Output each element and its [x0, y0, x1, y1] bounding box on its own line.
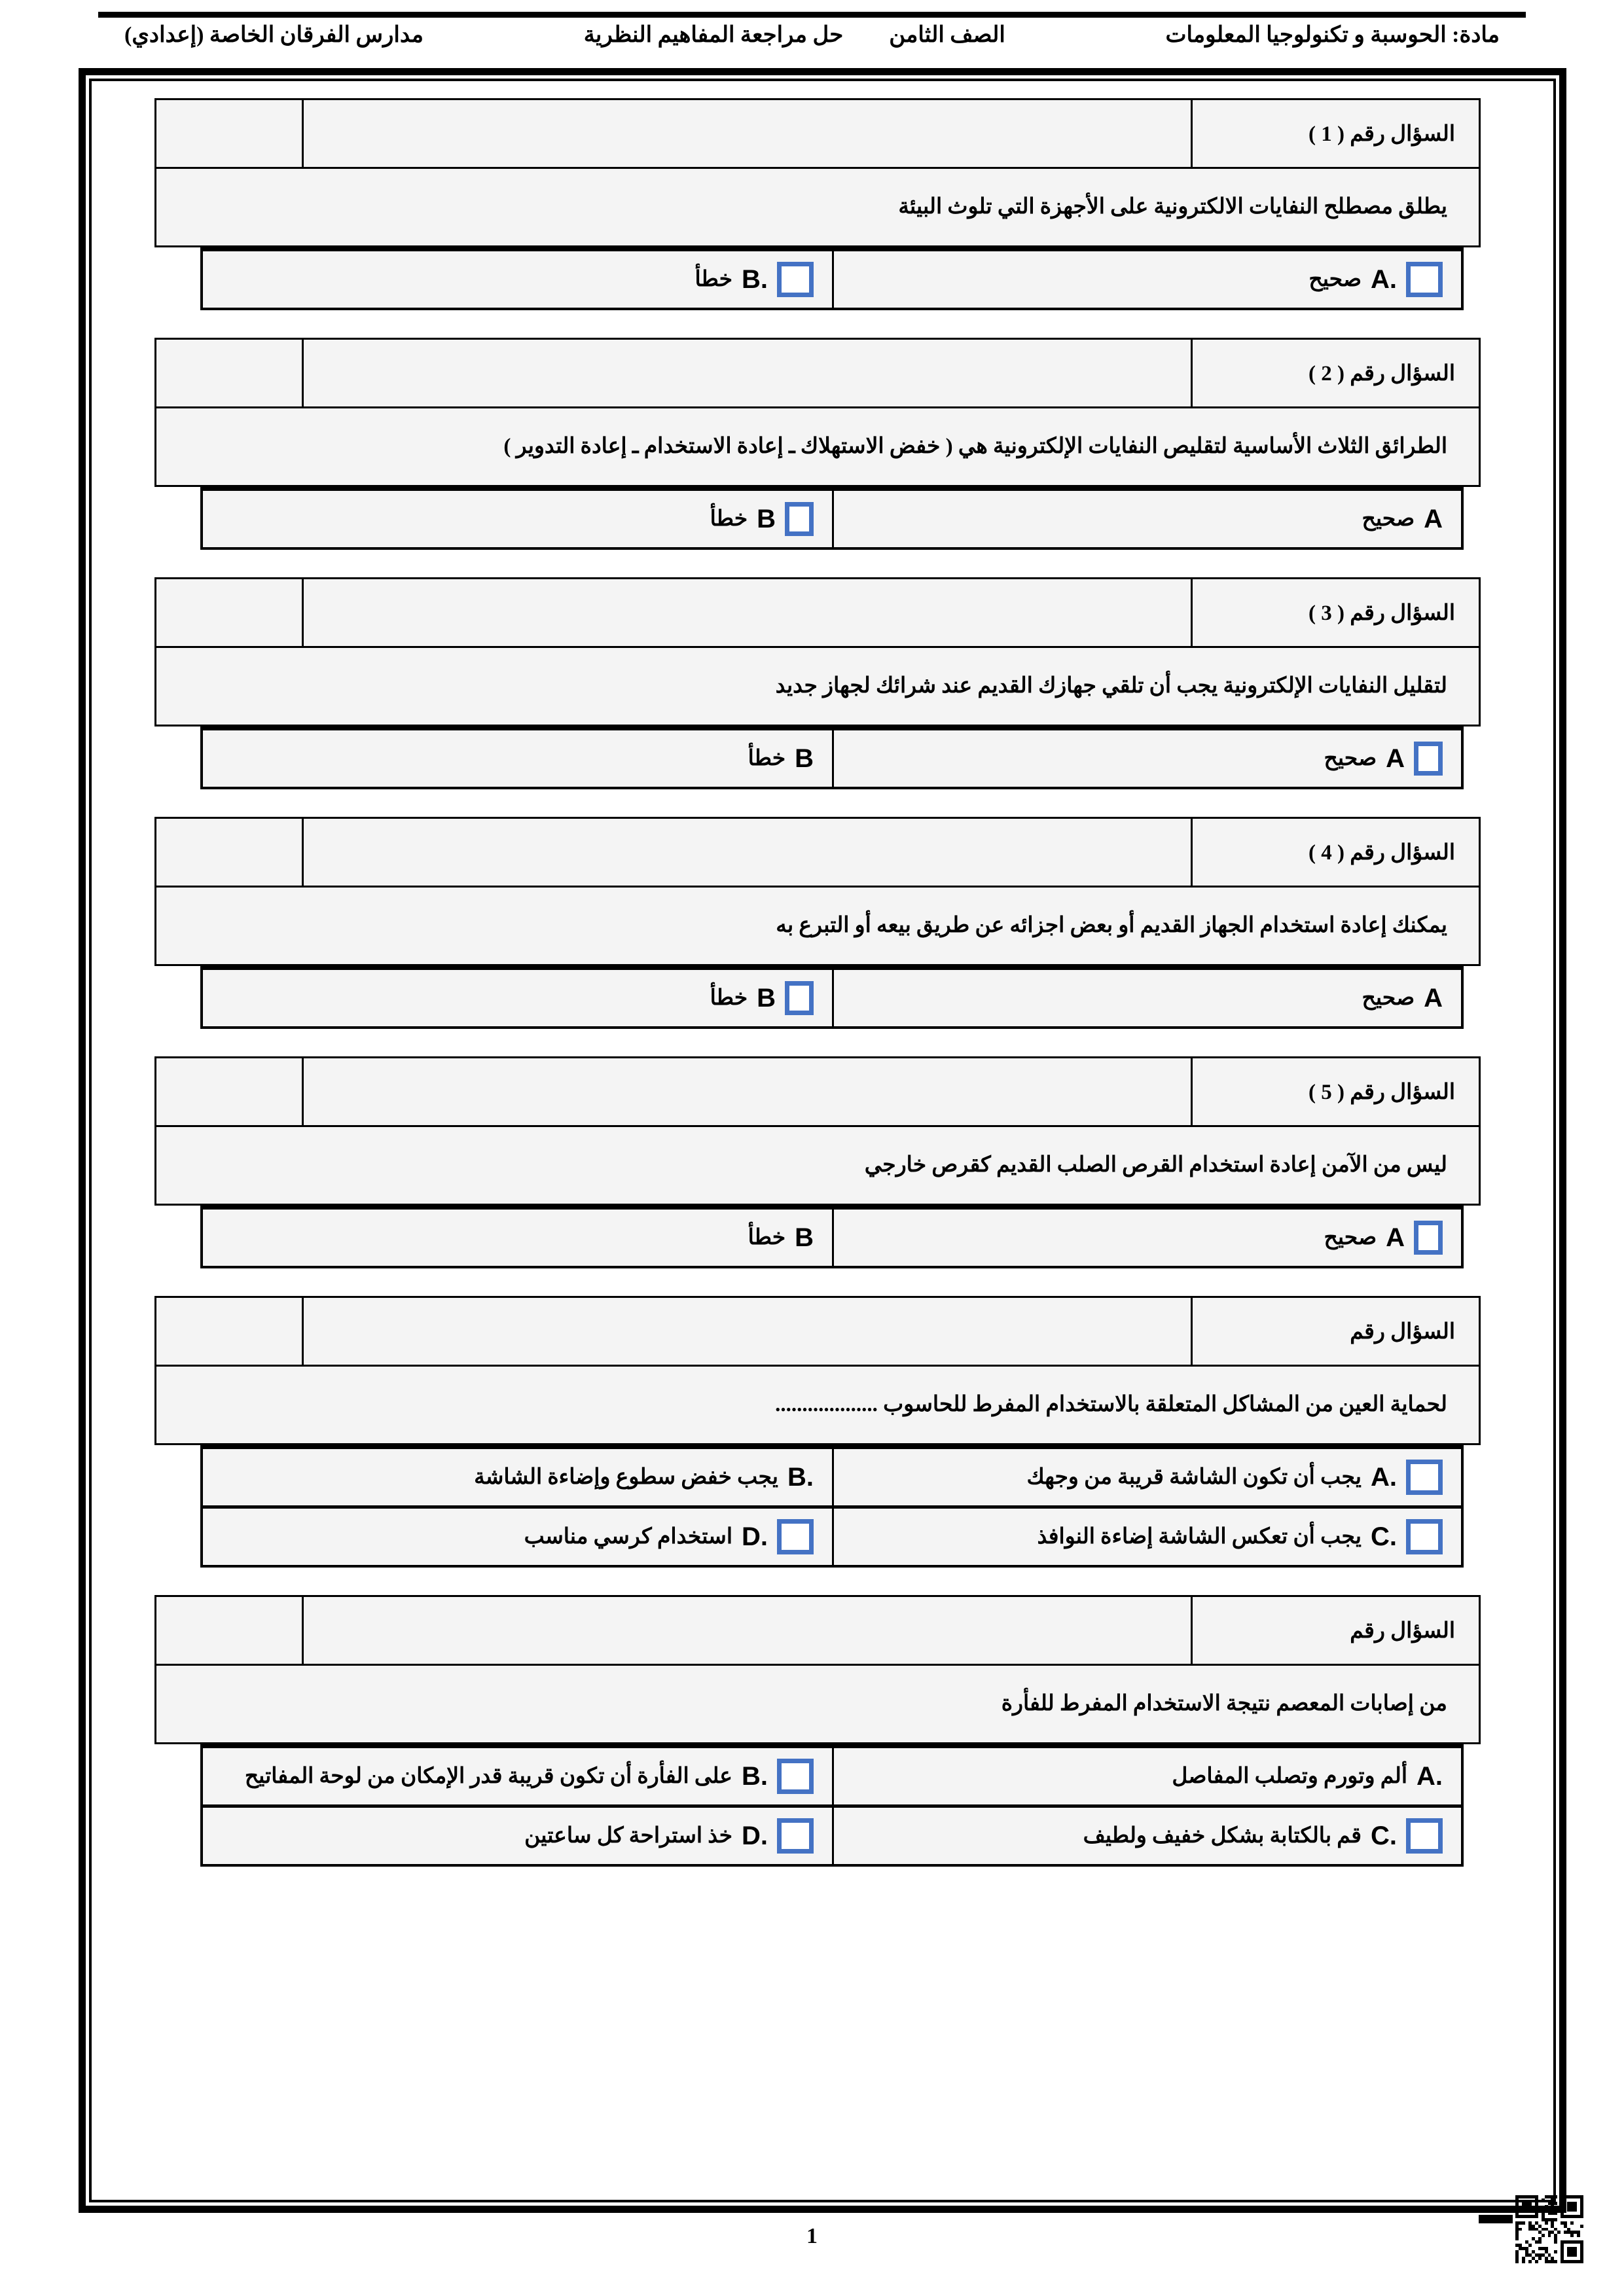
question-title-spacer-left	[156, 340, 302, 406]
question-title-row	[154, 98, 1481, 169]
option-a[interactable]	[832, 491, 1461, 547]
question-statement-row	[154, 888, 1481, 966]
question-label: السؤال رقم ( 4 )	[1191, 819, 1479, 886]
option-a[interactable]	[832, 1748, 1461, 1804]
question-title-blank-cell	[302, 1058, 1191, 1125]
question-statement-row	[154, 1127, 1481, 1206]
option-c[interactable]	[832, 1808, 1461, 1864]
option-label: قم بالكتابة بشكل خفيف ولطيف	[1083, 1823, 1362, 1848]
questions-container	[154, 98, 1481, 1894]
option-label: صحيح	[1308, 267, 1362, 291]
answer-checkbox[interactable]	[1406, 1519, 1443, 1554]
header-grade: الصف الثامن	[889, 22, 1005, 47]
question-title-row	[154, 577, 1481, 648]
question-title-row	[154, 1296, 1481, 1367]
header-title: حل مراجعة المفاهيم النظرية	[583, 22, 844, 47]
option-row	[203, 491, 1461, 547]
answer-checkbox[interactable]	[785, 981, 814, 1015]
option-letter: B	[795, 744, 814, 773]
question-options	[200, 1206, 1464, 1268]
option-a[interactable]	[832, 730, 1461, 787]
option-label: خطأ	[748, 1225, 786, 1249]
option-label: خذ استراحة كل ساعتين	[524, 1823, 732, 1848]
option-letter: B	[795, 1223, 814, 1252]
question-statement-text: الطرائق الثلاث الأساسية لتقليص النفايات الإلكترونية هي ( خفض الاستهلاك ـ إعادة الاستخدام ـ إعادة التدوير )	[503, 434, 1447, 458]
header-school: مدارس الفرقان الخاصة (إعدادي)	[124, 22, 424, 47]
question-title-spacer-left	[156, 1597, 302, 1664]
option-letter: A	[1386, 744, 1405, 773]
option-b[interactable]	[203, 1748, 832, 1804]
option-label: صحيح	[1324, 746, 1377, 770]
option-letter: B.	[742, 265, 768, 294]
option-b[interactable]	[203, 1210, 832, 1266]
question-title-spacer-left	[156, 1298, 302, 1365]
question-statement-text: يمكنك إعادة استخدام الجهاز القديم أو بعض اجزائه عن طريق بيعه أو التبرع به	[776, 913, 1447, 937]
answer-checkbox[interactable]	[777, 262, 814, 297]
option-label: خطأ	[710, 507, 748, 531]
question-statement-text: يطلق مصطلح النفايات الالكترونية على الأجهزة التي تلوث البيئة	[898, 194, 1447, 219]
question-statement-row	[154, 408, 1481, 487]
option-row	[203, 1210, 1461, 1266]
option-d[interactable]	[203, 1808, 832, 1864]
option-letter: D.	[742, 1821, 768, 1850]
option-label: يجب خفض سطوع وإضاءة الشاشة	[474, 1465, 778, 1489]
option-row	[203, 970, 1461, 1026]
option-b[interactable]	[203, 970, 832, 1026]
option-label: استخدام كرسي مناسب	[524, 1524, 732, 1549]
option-label: صحيح	[1362, 507, 1415, 531]
answer-checkbox[interactable]	[777, 1818, 814, 1854]
question-title-row	[154, 338, 1481, 408]
question-statement-row	[154, 1666, 1481, 1744]
answer-checkbox[interactable]	[777, 1519, 814, 1554]
answer-checkbox[interactable]	[1406, 262, 1443, 297]
question-statement-row	[154, 648, 1481, 726]
option-letter: A.	[1416, 1762, 1443, 1791]
question-title-spacer-left	[156, 579, 302, 646]
option-row	[203, 1449, 1461, 1505]
question-block	[154, 1296, 1481, 1568]
option-b[interactable]	[203, 251, 832, 308]
option-a[interactable]	[832, 970, 1461, 1026]
question-label: السؤال رقم ( 3 )	[1191, 579, 1479, 646]
qr-code-icon	[1515, 2195, 1583, 2263]
question-title-blank-cell	[302, 1597, 1191, 1664]
option-a[interactable]	[832, 1210, 1461, 1266]
question-title-blank-cell	[302, 1298, 1191, 1365]
option-label: خطأ	[748, 746, 786, 770]
question-label: السؤال رقم ( 5 )	[1191, 1058, 1479, 1125]
option-d[interactable]	[203, 1509, 832, 1565]
option-label: يجب أن تكون الشاشة قريبة من وجهك	[1026, 1465, 1362, 1489]
option-letter: B	[757, 505, 776, 533]
question-block	[154, 338, 1481, 550]
option-label: خطأ	[695, 267, 732, 291]
option-label: خطأ	[710, 986, 748, 1010]
question-title-row	[154, 1595, 1481, 1666]
question-options	[200, 1744, 1464, 1867]
question-title-blank-cell	[302, 819, 1191, 886]
question-block	[154, 577, 1481, 789]
footer-dash-mark	[1479, 2207, 1513, 2223]
option-letter: A	[1424, 505, 1443, 533]
answer-checkbox[interactable]	[1414, 742, 1443, 776]
question-label: السؤال رقم	[1191, 1597, 1479, 1664]
header-center-group	[584, 23, 1005, 47]
qr-footer-area	[1475, 2189, 1606, 2287]
question-options	[200, 487, 1464, 550]
option-row	[203, 251, 1461, 308]
option-letter: A	[1386, 1223, 1405, 1252]
question-statement-text: من إصابات المعصم نتيجة الاستخدام المفرط للفأرة	[1001, 1691, 1447, 1715]
option-label: على الفأرة أن تكون قريبة قدر الإمكان من لوحة المفاتيح	[244, 1764, 732, 1788]
question-block	[154, 1595, 1481, 1867]
option-a[interactable]	[832, 1449, 1461, 1505]
option-letter: C.	[1371, 1522, 1397, 1551]
question-options	[200, 1445, 1464, 1568]
answer-checkbox[interactable]	[777, 1759, 814, 1794]
question-statement-text: لحماية العين من المشاكل المتعلقة بالاستخدام المفرط للحاسوب ...................	[775, 1392, 1447, 1416]
option-letter: A	[1424, 984, 1443, 1013]
question-statement-row	[154, 1367, 1481, 1445]
question-block	[154, 98, 1481, 310]
answer-checkbox[interactable]	[1414, 1221, 1443, 1255]
answer-checkbox[interactable]	[785, 502, 814, 536]
header-subject: مادة: الحوسبة و تكنولوجيا المعلومات	[1165, 22, 1500, 47]
answer-checkbox[interactable]	[1406, 1818, 1443, 1854]
question-title-blank-cell	[302, 340, 1191, 406]
question-options	[200, 726, 1464, 789]
question-label: السؤال رقم ( 2 )	[1191, 340, 1479, 406]
option-label: ألم وتورم وتصلب المفاصل	[1172, 1764, 1407, 1788]
question-label: السؤال رقم	[1191, 1298, 1479, 1365]
question-title-row	[154, 1056, 1481, 1127]
option-letter: B.	[742, 1762, 768, 1791]
option-letter: D.	[742, 1522, 768, 1551]
option-row	[203, 1804, 1461, 1864]
question-title-blank-cell	[302, 100, 1191, 167]
question-block	[154, 1056, 1481, 1268]
option-c[interactable]	[832, 1509, 1461, 1565]
option-row	[203, 1748, 1461, 1804]
question-block	[154, 817, 1481, 1029]
option-letter: B	[757, 984, 776, 1013]
option-letter: A.	[1371, 1463, 1397, 1492]
question-options	[200, 247, 1464, 310]
question-title-spacer-left	[156, 1058, 302, 1125]
question-statement-row	[154, 169, 1481, 247]
option-row	[203, 1505, 1461, 1565]
question-title-spacer-left	[156, 100, 302, 167]
question-title-spacer-left	[156, 819, 302, 886]
option-label: يجب أن تعكس الشاشة إضاءة النوافذ	[1037, 1524, 1362, 1549]
option-a[interactable]	[832, 251, 1461, 308]
option-label: صحيح	[1324, 1225, 1377, 1249]
option-b[interactable]	[203, 1449, 832, 1505]
option-b[interactable]	[203, 491, 832, 547]
question-label: السؤال رقم ( 1 )	[1191, 100, 1479, 167]
question-options	[200, 966, 1464, 1029]
answer-checkbox[interactable]	[1406, 1460, 1443, 1495]
question-title-row	[154, 817, 1481, 888]
question-title-blank-cell	[302, 579, 1191, 646]
option-letter: B.	[787, 1463, 814, 1492]
option-label: صحيح	[1362, 986, 1415, 1010]
option-letter: C.	[1371, 1821, 1397, 1850]
option-row	[203, 730, 1461, 787]
page-number: 1	[806, 2224, 818, 2248]
document-header	[98, 12, 1526, 52]
option-letter: A.	[1371, 265, 1397, 294]
question-statement-text: لتقليل النفايات الإلكترونية يجب أن تلقي جهازك القديم عند شرائك لجهاز جديد	[775, 673, 1447, 698]
option-b[interactable]	[203, 730, 832, 787]
question-statement-text: ليس من الآمن إعادة استخدام القرص الصلب القديم كقرص خارجي	[864, 1153, 1447, 1177]
